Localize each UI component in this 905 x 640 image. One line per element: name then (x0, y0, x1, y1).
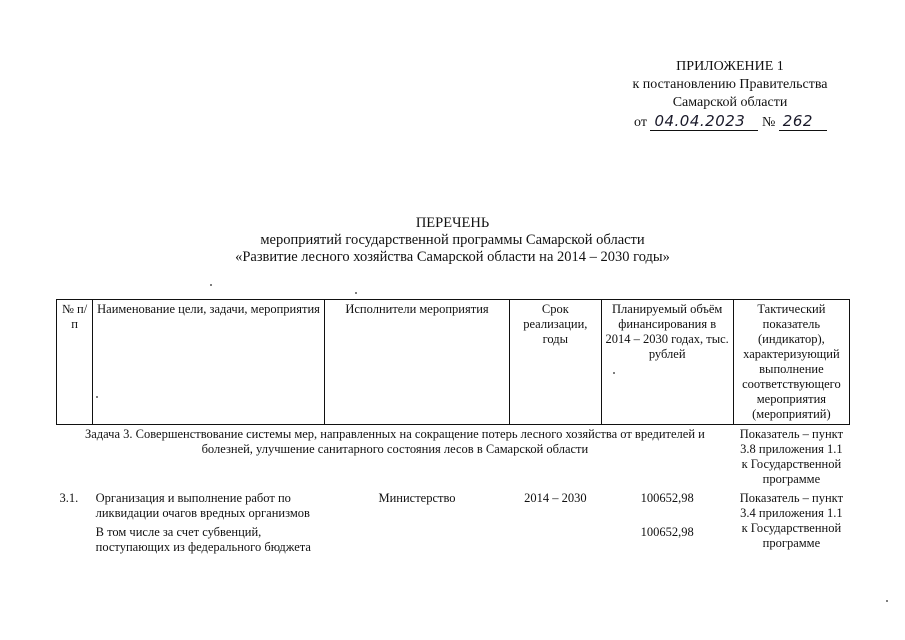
task-row (57, 425, 850, 490)
table-row (57, 523, 850, 557)
row-name: В том числе за счет субвенций, поступающих из федерального бюджета (95, 525, 311, 554)
document-heading (0, 215, 905, 266)
heading-title: ПЕРЕЧЕНЬ (415, 215, 490, 231)
row-executor: Министерство (378, 491, 456, 505)
handwritten-number: 262 (779, 112, 827, 131)
appendix-block (600, 58, 860, 132)
heading-program: «Развитие лесного хозяйства Самарской области на 2014 – 2030 годы» (235, 249, 670, 265)
row-number: 3.1. (59, 491, 79, 505)
header-number: № п/п (57, 300, 93, 425)
number-prefix: № (761, 115, 776, 130)
task-indicator: Показатель – пункт 3.8 приложения 1.1 к Государственной программе (739, 427, 844, 486)
measures-table (56, 299, 850, 557)
row-indicator: Показатель – пункт 3.4 приложения 1.1 к Государственной программе (739, 491, 844, 550)
header-indicator: Тактический показатель (индикатор), характеризующий выполнение соответствующего мероприятия (мероприятий) (733, 300, 849, 425)
row-period (510, 523, 601, 557)
appendix-date-line (600, 112, 860, 132)
row-executor (324, 523, 509, 557)
task-text: Задача 3. Совершенствование системы мер, направленных на сокращение потерь лесного хозяйства от вредителей и болезней, улучшение санитарного состояния лесов в Самарской области (84, 427, 705, 456)
scan-speck (96, 396, 98, 398)
row-amount: 100652,98 (640, 491, 694, 505)
scan-speck (210, 284, 212, 286)
handwritten-date: 04.04.2023 (650, 112, 758, 131)
header-period: Срок реализации, годы (510, 300, 601, 425)
date-prefix: от (634, 115, 647, 130)
appendix-line1: к постановлению Правительства (632, 77, 828, 92)
table-row (57, 489, 850, 523)
heading-subtitle: мероприятий государственной программы Самарской области (260, 232, 645, 248)
row-period: 2014 – 2030 (524, 491, 587, 505)
appendix-title: ПРИЛОЖЕНИЕ 1 (676, 59, 784, 74)
scan-speck (613, 372, 615, 374)
header-name: Наименование цели, задачи, мероприятия (93, 300, 325, 425)
appendix-line2: Самарской области (672, 95, 788, 110)
header-amount: Планируемый объём финансирования в 2014 – 2030 годах, тыс. рублей (601, 300, 733, 425)
row-amount: 100652,98 (640, 525, 694, 539)
header-executor: Исполнители мероприятия (324, 300, 509, 425)
row-name: Организация и выполнение работ по ликвидации очагов вредных организмов (95, 491, 310, 520)
row-number (57, 523, 93, 557)
scan-speck (886, 600, 888, 602)
table-header-row (57, 300, 850, 425)
scan-speck (355, 292, 357, 294)
